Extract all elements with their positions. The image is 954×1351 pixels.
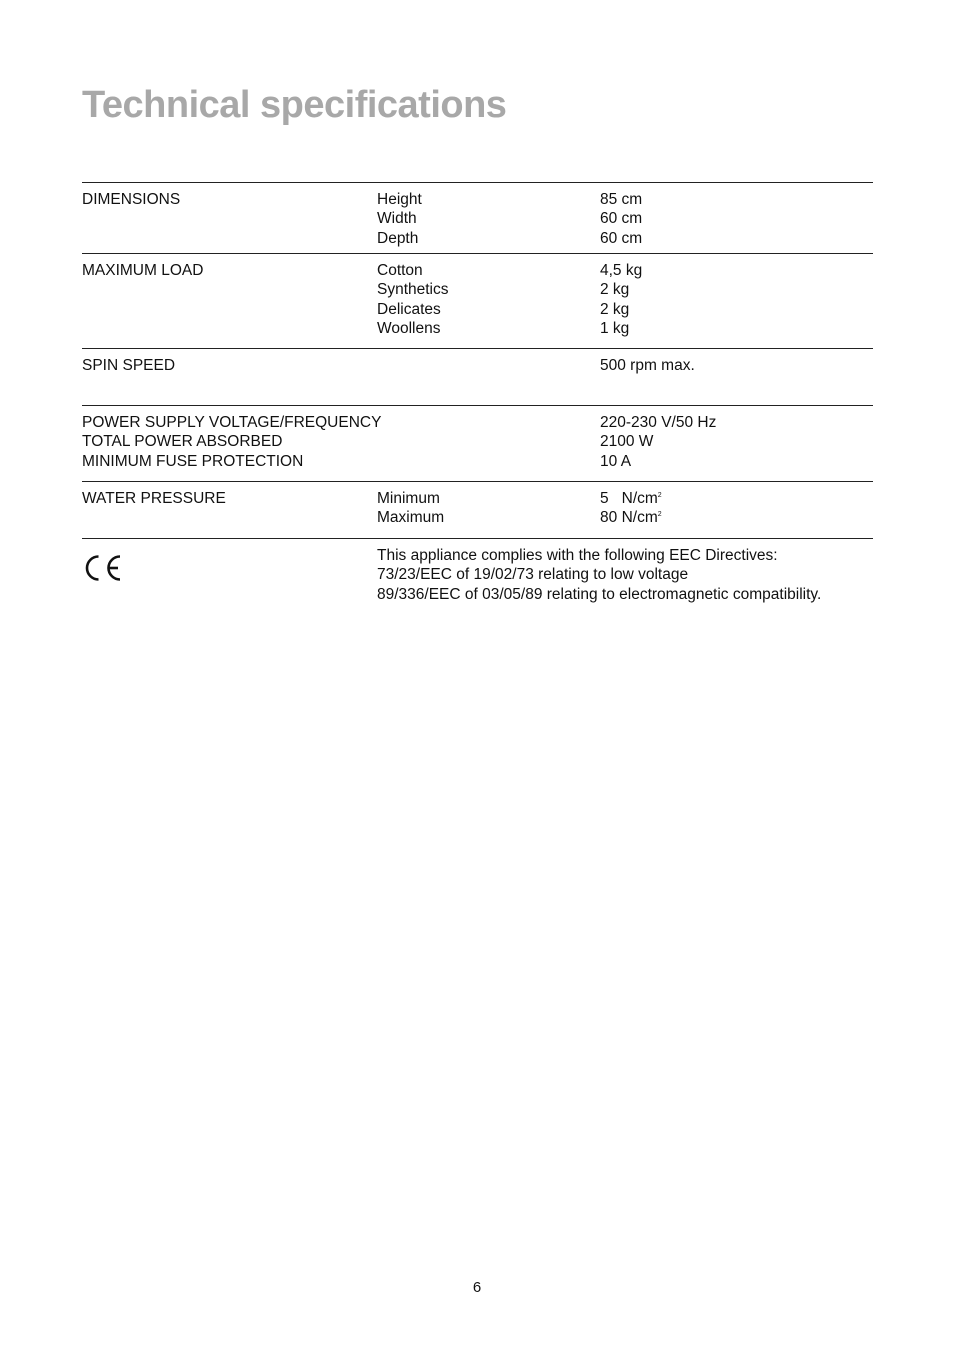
pressure-unit-superscript: 2 bbox=[657, 491, 662, 499]
load-value: 4,5 kg bbox=[600, 262, 643, 279]
load-value: 1 kg bbox=[600, 319, 630, 337]
sub-labels bbox=[377, 261, 449, 338]
dimension-label: Depth bbox=[377, 229, 419, 247]
spec-table bbox=[82, 182, 873, 609]
compliance-line: 89/336/EEC of 03/05/89 relating to electromagnetic compatibility. bbox=[377, 585, 822, 603]
category-label: MAXIMUM LOAD bbox=[82, 262, 204, 279]
power-value: 220-230 V/50 Hz bbox=[600, 414, 717, 431]
sub-labels bbox=[377, 190, 422, 248]
spec-row-spin-speed bbox=[82, 348, 873, 405]
page-number: 6 bbox=[472, 1279, 482, 1296]
compliance-text bbox=[377, 546, 821, 604]
pressure-label: Minimum bbox=[377, 490, 440, 507]
category-label: DIMENSIONS bbox=[82, 191, 181, 208]
pressure-value bbox=[600, 508, 662, 527]
category-label: WATER PRESSURE bbox=[82, 490, 226, 507]
pressure-unit: N/cm bbox=[621, 490, 658, 507]
pressure-unit: N/cm bbox=[621, 509, 658, 527]
load-label: Delicates bbox=[377, 300, 441, 318]
power-label: MINIMUM FUSE PROTECTION bbox=[82, 452, 304, 470]
power-label: TOTAL POWER ABSORBED bbox=[82, 433, 283, 451]
load-label: Woollens bbox=[377, 319, 441, 337]
spin-speed-value: 500 rpm max. bbox=[600, 357, 695, 374]
sub-labels bbox=[377, 489, 444, 528]
compliance-line: 73/23/EEC of 19/02/73 relating to low voltage bbox=[377, 566, 689, 584]
pressure-unit-superscript: 2 bbox=[657, 511, 662, 519]
load-label: Synthetics bbox=[377, 281, 449, 299]
category-label: SPIN SPEED bbox=[82, 357, 176, 374]
power-labels bbox=[82, 413, 381, 471]
dimension-value: 60 cm bbox=[600, 210, 643, 228]
pressure-number: 80 bbox=[600, 509, 618, 527]
load-value: 2 kg bbox=[600, 300, 630, 318]
spec-row-compliance bbox=[82, 538, 873, 609]
pressure-number: 5 bbox=[600, 490, 609, 507]
values bbox=[600, 261, 642, 338]
dimension-value: 85 cm bbox=[600, 191, 643, 208]
power-label: POWER SUPPLY VOLTAGE/FREQUENCY bbox=[82, 414, 382, 431]
values bbox=[600, 190, 642, 248]
dimension-label: Height bbox=[377, 191, 422, 208]
load-label: Cotton bbox=[377, 262, 423, 279]
load-value: 2 kg bbox=[600, 281, 630, 299]
values bbox=[600, 413, 716, 471]
dimension-label: Width bbox=[377, 210, 417, 228]
power-value: 2100 W bbox=[600, 433, 654, 451]
pressure-value bbox=[600, 489, 662, 508]
power-value: 10 A bbox=[600, 452, 632, 470]
compliance-line: This appliance complies with the following EEC Directives: bbox=[377, 547, 778, 564]
page-title: Technical specifications bbox=[82, 84, 507, 126]
ce-mark-icon bbox=[82, 552, 124, 584]
values bbox=[600, 489, 662, 528]
dimension-value: 60 cm bbox=[600, 229, 643, 247]
spec-row-water-pressure bbox=[82, 481, 873, 538]
spec-row-dimensions bbox=[82, 182, 873, 253]
spec-row-power bbox=[82, 405, 873, 481]
spec-row-maximum-load bbox=[82, 253, 873, 348]
pressure-label: Maximum bbox=[377, 509, 445, 527]
